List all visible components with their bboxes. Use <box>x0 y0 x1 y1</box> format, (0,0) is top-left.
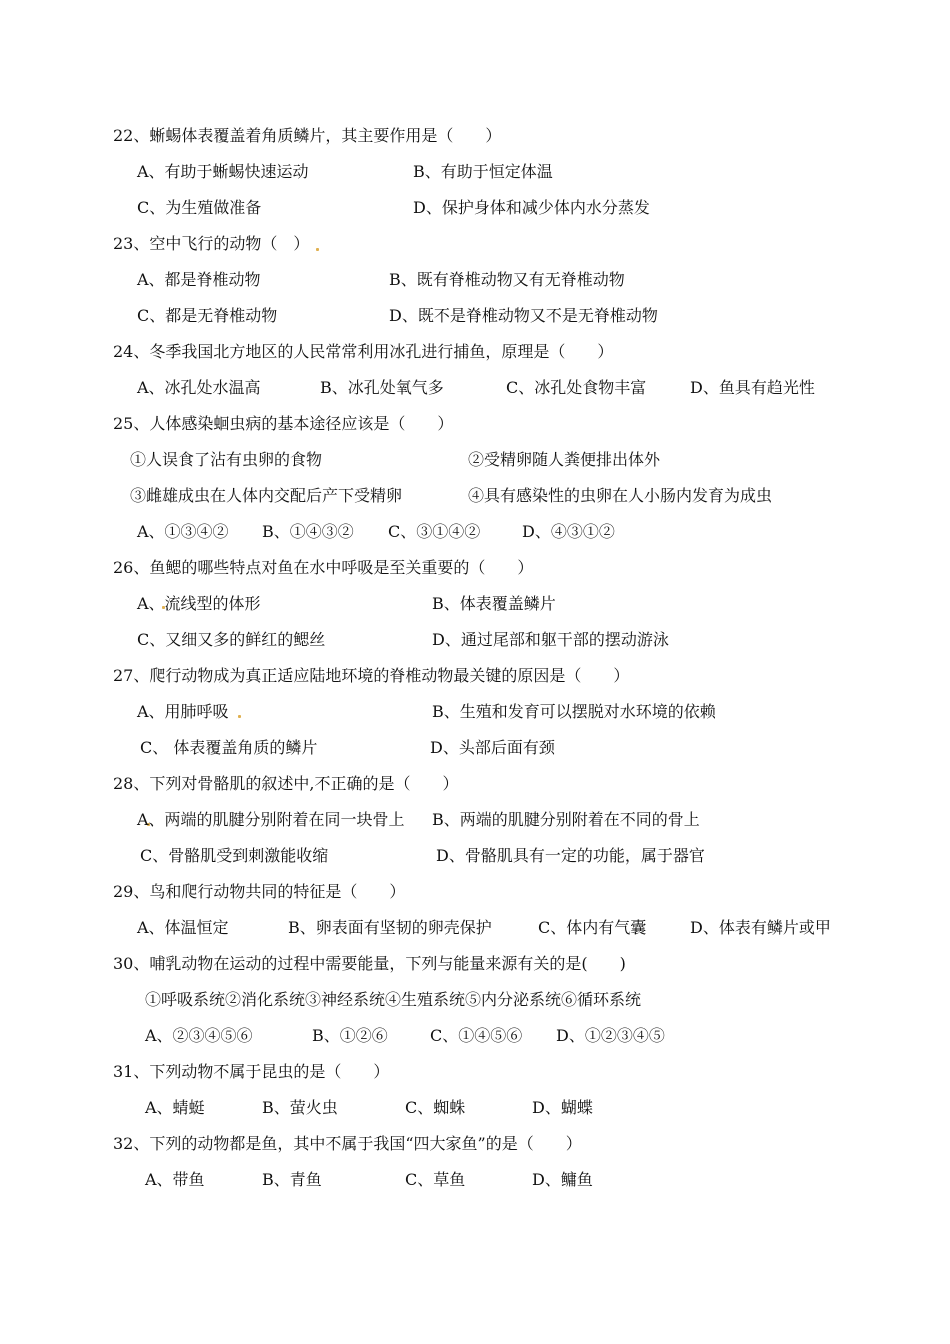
option-a: A、带鱼 <box>145 1170 205 1189</box>
question-25-stem: 25、人体感染蛔虫病的基本途径应该是（ ） <box>113 414 454 433</box>
stray-mark <box>238 715 241 718</box>
option-b: B、青鱼 <box>262 1170 322 1189</box>
option-c: C、③①④② <box>388 522 481 541</box>
option-a: A、两端的肌腱分别附着在同一块骨上 <box>137 810 405 829</box>
option-b: B、体表覆盖鳞片 <box>432 594 556 613</box>
option-d: D、①②③④⑤ <box>556 1026 665 1045</box>
question-30-stem: 30、哺乳动物在运动的过程中需要能量，下列与能量来源有关的是( ) <box>113 954 626 973</box>
question-30-statements: ①呼吸系统②消化系统③神经系统④生殖系统⑤内分泌系统⑥循环系统 <box>145 990 642 1009</box>
question-28-stem: 28、下列对骨骼肌的叙述中,不正确的是（ ） <box>113 774 459 793</box>
option-b: B、生殖和发育可以摆脱对水环境的依赖 <box>432 702 716 721</box>
option-b: B、①④③② <box>262 522 354 541</box>
option-c: C、冰孔处食物丰富 <box>506 378 647 397</box>
option-b: B、有助于恒定体温 <box>413 162 553 181</box>
option-a: A、流线型的体形 <box>137 594 261 613</box>
option-c: C、骨骼肌受到刺激能收缩 <box>140 846 329 865</box>
option-a: A、有助于蜥蜴快速运动 <box>137 162 309 181</box>
option-b: B、①②⑥ <box>312 1026 388 1045</box>
option-d: D、体表有鳞片或甲 <box>690 918 831 937</box>
option-a: A、冰孔处水温高 <box>137 378 261 397</box>
option-a: A、都是脊椎动物 <box>137 270 261 289</box>
question-23-stem: 23、空中飞行的动物（ ） <box>113 234 310 253</box>
question-32-stem: 32、下列的动物都是鱼，其中不属于我国“四大家鱼”的是（ ） <box>113 1134 582 1153</box>
option-c: C、又细又多的鲜红的鳃丝 <box>137 630 326 649</box>
option-d: D、④③①② <box>522 522 615 541</box>
statement-3: ③雌雄成虫在人体内交配后产下受精卵 <box>130 486 403 505</box>
option-c: C、①④⑤⑥ <box>430 1026 523 1045</box>
option-d: D、保护身体和减少体内水分蒸发 <box>413 198 650 217</box>
option-c: C、蜘蛛 <box>405 1098 466 1117</box>
option-d: D、头部后面有颈 <box>430 738 555 757</box>
option-c: C、体内有气囊 <box>538 918 647 937</box>
question-26-stem: 26、鱼鳃的哪些特点对鱼在水中呼吸是至关重要的（ ） <box>113 558 534 577</box>
option-b: B、萤火虫 <box>262 1098 338 1117</box>
option-c: C、 体表覆盖角质的鳞片 <box>140 738 318 757</box>
question-27-stem: 27、爬行动物成为真正适应陆地环境的脊椎动物最关键的原因是（ ） <box>113 666 630 685</box>
option-a: A、体温恒定 <box>137 918 229 937</box>
option-d: D、既不是脊椎动物又不是无脊椎动物 <box>389 306 658 325</box>
option-a: A、①③④② <box>137 522 229 541</box>
option-d: D、通过尾部和躯干部的摆动游泳 <box>432 630 669 649</box>
option-d: D、鱼具有趋光性 <box>690 378 815 397</box>
stray-mark <box>316 248 319 251</box>
question-24-stem: 24、冬季我国北方地区的人民常常利用冰孔进行捕鱼，原理是（ ） <box>113 342 614 361</box>
option-a: A、②③④⑤⑥ <box>145 1026 253 1045</box>
option-a: A、蜻蜓 <box>145 1098 205 1117</box>
option-b: B、既有脊椎动物又有无脊椎动物 <box>389 270 625 289</box>
option-d: D、鳙鱼 <box>532 1170 593 1189</box>
option-b: B、两端的肌腱分别附着在不同的骨上 <box>432 810 700 829</box>
statement-1: ①人误食了沾有虫卵的食物 <box>130 450 323 469</box>
option-a: A、用肺呼吸 <box>137 702 229 721</box>
question-29-stem: 29、鸟和爬行动物共同的特征是（ ） <box>113 882 406 901</box>
option-c: C、为生殖做准备 <box>137 198 262 217</box>
question-31-stem: 31、下列动物不属于昆虫的是（ ） <box>113 1062 390 1081</box>
option-c: C、都是无脊椎动物 <box>137 306 278 325</box>
option-b: B、冰孔处氧气多 <box>320 378 444 397</box>
statement-2: ②受精卵随人粪便排出体外 <box>468 450 661 469</box>
option-d: D、蝴蝶 <box>532 1098 593 1117</box>
statement-4: ④具有感染性的虫卵在人小肠内发育为成虫 <box>468 486 773 505</box>
question-22-stem: 22、蜥蜴体表覆盖着角质鳞片，其主要作用是（ ） <box>113 126 502 145</box>
option-b: B、卵表面有坚韧的卵壳保护 <box>288 918 492 937</box>
option-d: D、骨骼肌具有一定的功能，属于器官 <box>436 846 705 865</box>
option-c: C、草鱼 <box>405 1170 466 1189</box>
